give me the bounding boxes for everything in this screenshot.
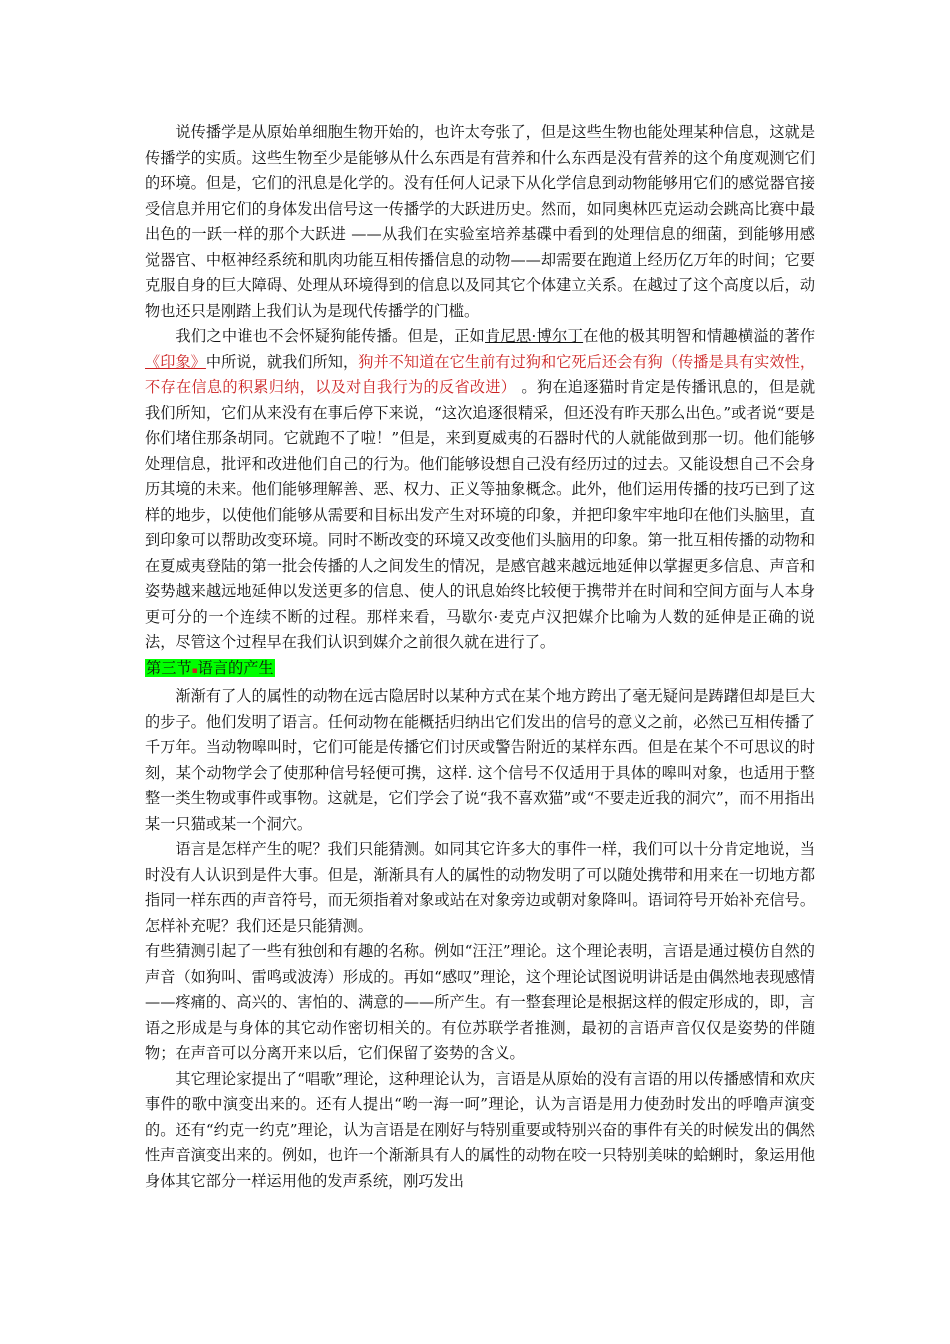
paragraph-2-text-a: 我们之中谁也不会怀疑狗能传播。但是，正如 <box>175 327 486 345</box>
paragraph-1: 说传播学是从原始单细胞生物开始的，也许太夸张了，但是这些生物也能处理某种信息，这就是传播学的实质。这些生物至少是能够从什么东西是有营养和什么东西是没有营养的这个角度观测它们的环境。但是，它们的汛息是化学的。没有任何人记录下从化学信息到动物能够用它们的感觉器官接受信息并用它们的身体发出信号这一传播学的大跃进历史。然而，如同奥林匹克运动会跳高比赛中最出色的一跃一样的那个大跃进 ——从我们在实验室培养基碟中看到的处理信息的细菌，到能够用感觉器官、中枢神经系统和肌肉功能互相传播信息的动物——却需要在跑道上经历亿万年的时间；它要克服自身的巨大障碍、处理从环境得到的信息以及同其它个体建立关系。在越过了这个高度以后，动物也还只是刚踏上我们认为是现代传播学的门槛。 <box>145 123 815 320</box>
document-page <box>145 120 815 1194</box>
field-marker-icon: ▪ <box>191 665 198 676</box>
paragraph-5: 有些猜测引起了一些有独创和有趣的名称。例如“汪汪”理论。这个理论表明，言语是通过模仿自然的声音（如狗叫、雷鸣或波涛）形成的。再如“感叹”理论，这个理论试图说明讲话是由偶然地表现感情——疼痛的、高兴的、害怕的、满意的——所产生。有一整套理论是根据这样的假定形成的，即，言语之形成是与身体的其它动作密切相关的。有位苏联学者推测，最初的言语声音仅仅是姿势的伴随物；在声音可以分离开来以后，它们保留了姿势的含义。 <box>145 942 815 1062</box>
paragraph-4: 语言是怎样产生的呢？我们只能猜测。如同其它许多大的事件一样，我们可以十分肯定地说，当时没有人认识到是件大事。但是，渐渐具有人的属性的动物发明了可以随处携带和用来在一切地方都指同一样东西的声音符号，而无须指着对象或站在对象旁边或朝对象降叫。语词符号开始补充信号。怎样补充呢？我们还是只能猜测。 <box>145 840 815 935</box>
paragraph-6: 其它理论家提出了“唱歌”理论，这种理论认为，言语是从原始的没有言语的用以传播感情和欢庆事件的歌中演变出来的。还有人提出“哟一海一呵”理论，认为言语是用力使劲时发出的呼噜声演变的。还有“约克一约克”理论，认为言语是在刚好与特别重要或特别兴奋的事件有关的时候发出的偶然性声音演变出来的。例如，也许一个渐渐具有人的属性的动物在咬一只特别美味的蛤蜊时，象运用他身体其它部分一样运用他的发声系统，刚巧发出 <box>145 1069 815 1190</box>
section-heading <box>145 656 815 685</box>
section-title: 语言的产生 <box>197 658 274 677</box>
section-heading-text <box>145 659 275 677</box>
paragraph-2-text-b: 在他的极其明智和情趣横溢的著作 <box>583 327 816 345</box>
paragraph-3: 渐渐有了人的属性的动物在远古隐居时以某种方式在某个地方跨出了毫无疑问是踌躇但却是巨大的步子。他们发明了语言。任何动物在能概括归纳出它们发出的信号的意义之前，必然已互相传播了千万年。当动物嗥叫时，它们可能是传播它们讨厌或警告附近的某样东西。但是在某个不可思议的时刻，某个动物学会了使那种信号轻便可携，这样. 这个信号不仅适用于具体的嗥叫对象，也适用于整整一类生物或事件或事物。这就是，它们学会了说“我不喜欢猫”或“不要走近我的洞穴”，而不用指出某一只猫或某一个洞穴。 <box>145 687 815 833</box>
author-link[interactable]: 肯尼思·博尔丁 <box>485 327 584 345</box>
section-number: 第三节 <box>146 658 192 677</box>
paragraph-2-text-d: 。狗在追逐猫时肯定是传播讯息的，但是就我们所知，它们从来没有在事后停下来说，“这次追逐很精采，但还没有昨天那么出色。”或者说“要是你们堵住那条胡同。它就跑不了啦！”但是，来到夏威夷的石器时代的人就能做到那一切。他们能够处理信息，批评和改进他们自己的行为。他们能够设想自己没有经历过的过去。又能设想自己不会身历其境的未来。他们能够理解善、恶、权力、正义等抽象概念。此外，他们运用传播的技巧已到了这样的地步，以使他们能够从需要和目标出发产生对环境的印象，并把印象牢牢地印在他们头脑里，直到印象可以帮助改变环境。同时不断改变的环境又改变他们头脑用的印象。第一批互相传播的动物和在夏威夷登陆的第一批会传播的人之间发生的情况，是感官越来越远地延伸以掌握更多信息、声音和姿势越来越远地延伸以发送更多的信息、使人的讯息始终比较便于携带并在时间和空间方面与人本身更可分的一个连续不断的过程。那样来看，马歇尔·麦克卢汉把媒介比喻为人数的延伸是正确的说法，尽管这个过程早在我们认识到媒介之前很久就在进行了。 <box>145 378 816 651</box>
paragraph-2 <box>145 324 815 656</box>
paragraph-2-text-c: 中所说，就我们所知， <box>205 352 359 371</box>
book-title-link[interactable]: 《印象》 <box>145 352 206 371</box>
red-annotation: 狗并不知道在它生前有过狗和它死后还会有狗（传播是具有实效性，不存在信息的积累归纳，以及对自我行为的反省改进） <box>145 352 816 396</box>
